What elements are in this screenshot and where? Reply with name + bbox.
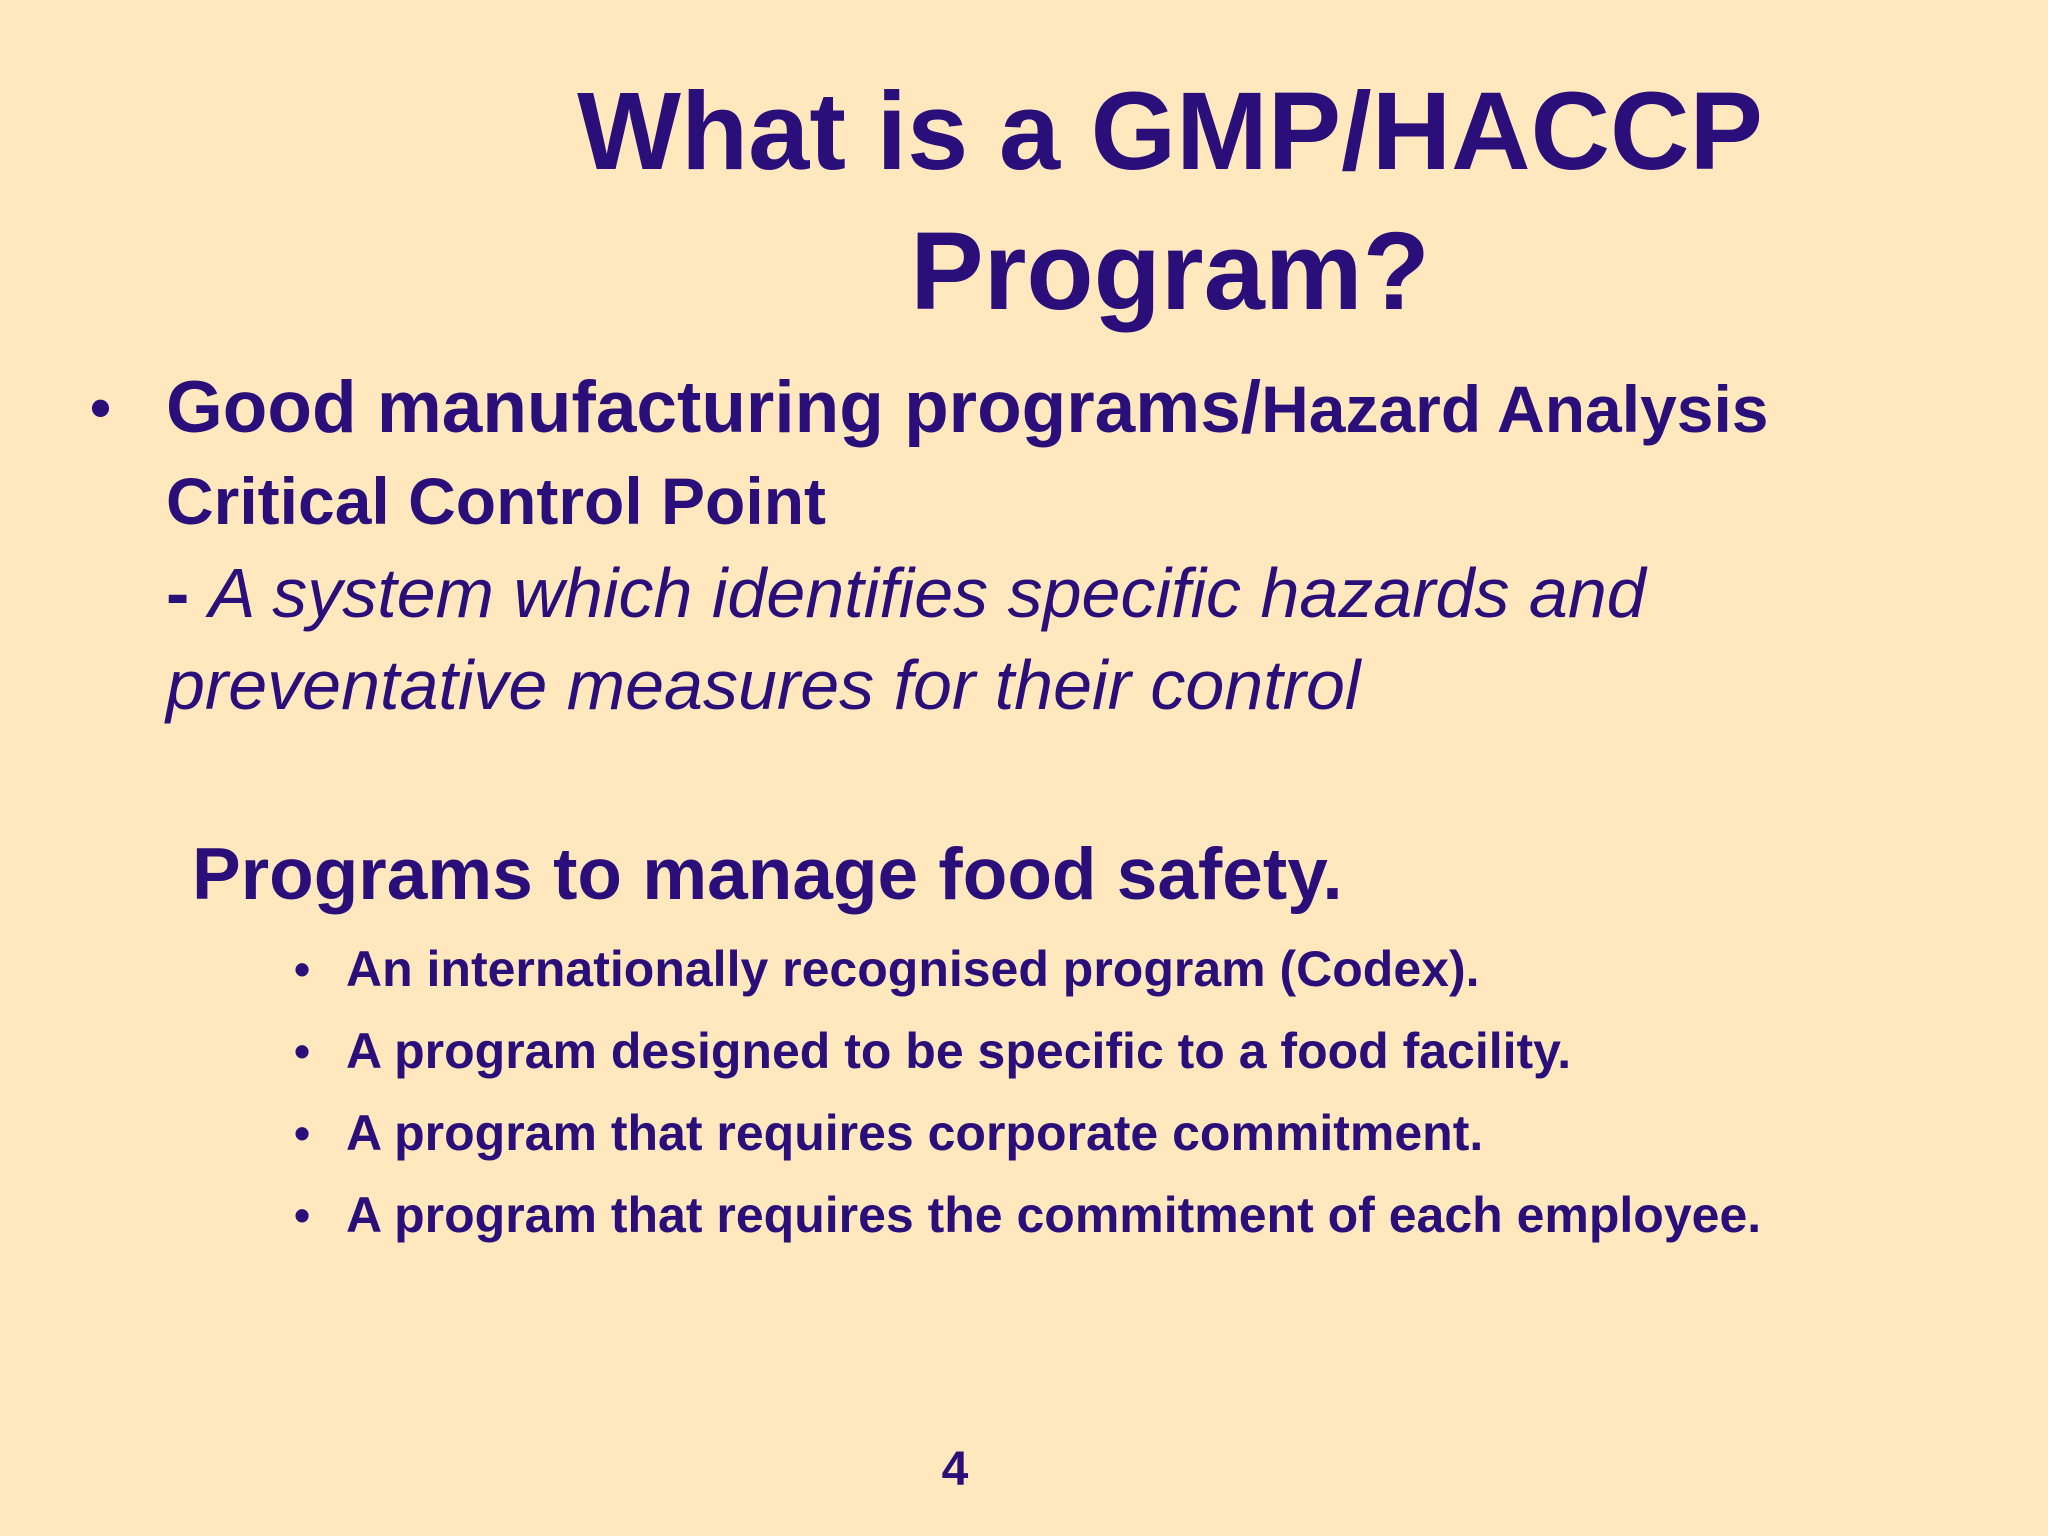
title-line-1: What is a GMP/HACCP: [577, 70, 1763, 193]
sub-bullet-list: [290, 928, 1761, 1256]
sub-bullet-text: An internationally recognised program (Codex).: [346, 941, 1480, 997]
sub-bullet-item: [290, 1092, 1761, 1174]
sub-bullet-text: A program that requires the commitment of each employee.: [346, 1187, 1762, 1243]
main-bullet-line-1: [166, 362, 2026, 455]
definition-text-1: A system which identifies specific hazards and: [208, 554, 1646, 632]
main-bullet-bold-part-1: Good manufacturing programs/: [166, 367, 1262, 448]
sub-bullet-text: A program that requires corporate commitment.: [346, 1105, 1484, 1161]
main-bullet-line-4: [166, 639, 2026, 731]
main-bullet-bold-part-2: Hazard Analysis: [1261, 372, 1769, 446]
definition-text-2: preventative measures for their control: [166, 646, 1361, 724]
main-bullet-line-2: Critical Control Point: [166, 464, 826, 538]
sub-bullet-dot-icon: •: [294, 1107, 311, 1159]
main-bullet-text: [166, 362, 2026, 731]
bullet-dot-icon: •: [90, 374, 112, 441]
sub-bullet-item: [290, 1010, 1761, 1092]
sub-bullet-text: A program designed to be specific to a food facility.: [346, 1023, 1572, 1079]
sub-bullet-dot-icon: •: [294, 1025, 311, 1077]
main-bullet-line-3: [166, 547, 2026, 639]
page-number: 4: [941, 1443, 969, 1496]
sub-bullet-dot-icon: •: [294, 943, 311, 995]
slide-title: [520, 62, 1820, 342]
sub-bullet-item: [290, 928, 1761, 1010]
title-line-2: Program?: [910, 210, 1430, 333]
definition-dash: -: [166, 554, 209, 632]
subheading: Programs to manage food safety.: [192, 834, 1343, 915]
sub-bullet-item: [290, 1174, 1761, 1256]
sub-bullet-dot-icon: •: [294, 1189, 311, 1241]
